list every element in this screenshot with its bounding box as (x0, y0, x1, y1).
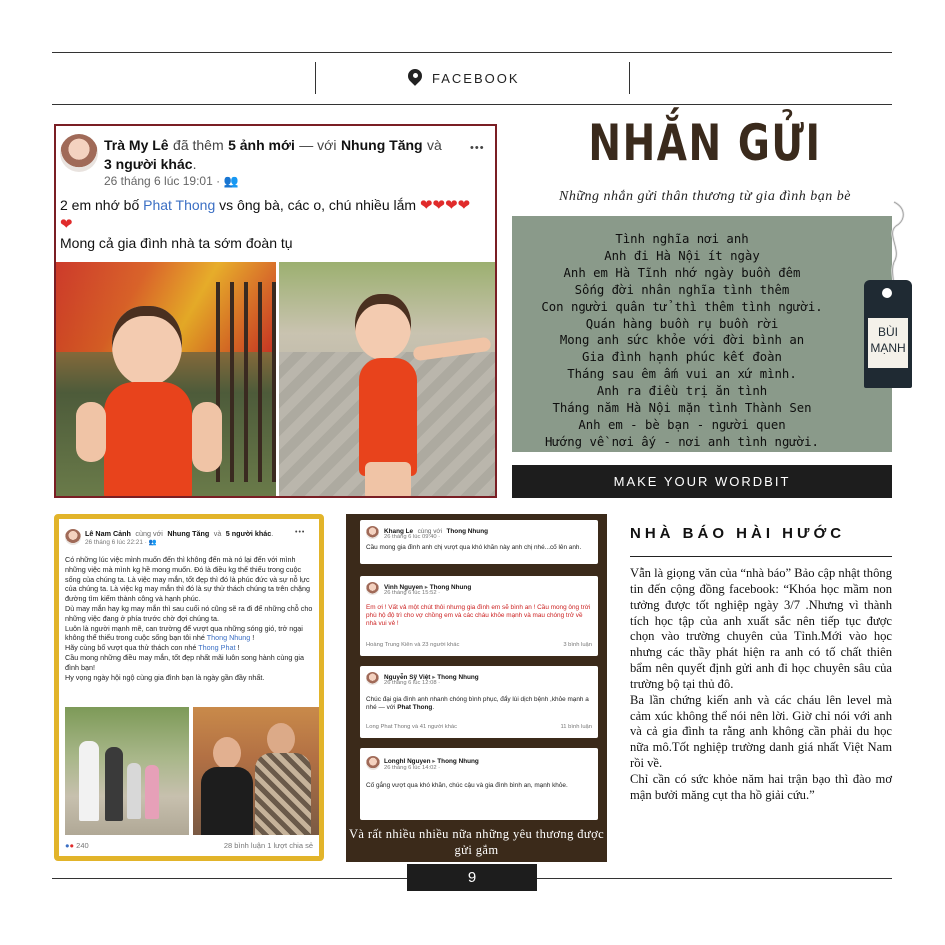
comment-likes[interactable]: Hoàng Trung Kiên và 23 người khác (366, 642, 460, 648)
humor-rule (630, 556, 892, 557)
post2-paragraph: Cầu mong những điều may mắn, tốt đẹp nhất mãi luôn song hành cùng gia đình bạn! (65, 652, 304, 672)
post2-period: . (271, 529, 274, 538)
comment-text-a: Chúc đại gia đình anh nhanh chóng bình phục, đẩy lùi dịch bệnh ,khỏe mạnh a nhé — với (366, 696, 589, 711)
comment-card (360, 666, 598, 738)
more-options-icon[interactable]: ••• (470, 142, 485, 154)
person-shape (127, 763, 141, 819)
comment-text (366, 696, 592, 712)
facebook-post-text (54, 514, 324, 861)
poem-line: Sống đời nhân nghĩa tình thêm (574, 282, 790, 297)
poem-line: Tháng sau êm ấm vui an xứ mình. (567, 367, 797, 382)
comment-author[interactable]: Longhl Nguyen (384, 758, 431, 765)
railing-shape (216, 282, 276, 482)
humor-title: NHÀ BÁO HÀI HƯỚC (630, 525, 846, 542)
person-shape (79, 741, 99, 821)
poem-line: Anh ra điều trị ăn tình (596, 384, 768, 399)
comment-footer (366, 642, 592, 648)
comment-time[interactable]: 26 tháng 6 lúc 12:08 · (384, 680, 441, 686)
child-body (359, 358, 417, 476)
post-with: — với (299, 137, 337, 153)
avatar (60, 134, 98, 172)
humor-paragraph: Ba lần chứng kiến anh và các cháu lên level mà cảm xúc không thể nói nên lời. Giờ chỉ nói với anh và cả gia đình ta rằng anh không cần phải du học nữa mô.Tốt nghiệp trường danh giá nhất Việt Nam rồi về. (630, 692, 892, 771)
post2-p3-text: Luôn là người mạnh mẽ, can trường để vượt qua những sóng gió, trở ngại không thể thiếu trong cuộc sống bạn tôi nhé (65, 623, 303, 643)
person-head (267, 723, 295, 755)
poem-line: Con người quân tử thì thêm tình người. (541, 299, 823, 314)
header-label: FACEBOOK (432, 70, 520, 86)
post-body (60, 196, 496, 253)
child-arm-left (76, 402, 106, 462)
comment-text: Cố gắng vượt qua khó khăn, chúc cậu và gia đình bình an, mạnh khỏe. (366, 782, 568, 789)
post-period: . (192, 156, 197, 172)
post-photo-1[interactable] (56, 262, 276, 498)
comment-arrow: ▸ (430, 758, 438, 765)
header-divider-left (315, 62, 316, 94)
post-text-b: vs ông bà, các o, chú nhiều lắm (215, 197, 420, 213)
like-icon: ● (65, 841, 70, 850)
comment-likes[interactable]: Long Phat Thong và 41 người khác (366, 724, 458, 730)
child-leg (365, 462, 411, 498)
comment-tagged[interactable]: Thong Nhung (429, 584, 472, 591)
header-bottom-rule (52, 104, 892, 105)
post-photo-2[interactable] (279, 262, 497, 498)
section-title: NHẮN GỬI (588, 114, 822, 172)
footer-rule (52, 878, 407, 879)
post2-p4-end: ! (235, 643, 240, 653)
friends-icon: 👥 (148, 539, 157, 546)
comment-tag-phat-thong[interactable]: Phat Thong (397, 704, 433, 711)
hearts-emoji: ❤❤❤❤ (419, 197, 471, 214)
post2-p3-end: ! (250, 633, 255, 643)
post2-paragraph: Hy vọng ngày hội ngộ cùng gia đình bạn là ngày gần đầy nhất. (65, 672, 265, 682)
post2-tagged[interactable]: Nhung Tăng (167, 529, 210, 538)
comment-with: cùng với (417, 528, 443, 535)
comments-caption: Và rất nhiều nhiều nữa những yêu thương được gửi gắm (348, 827, 605, 857)
reactions[interactable] (65, 841, 89, 850)
reactions-bar (65, 841, 313, 850)
poem-line: Mong anh sức khỏe với đời bình an (559, 333, 805, 348)
humor-text (630, 566, 892, 804)
post2-body (65, 555, 313, 682)
post-link-phat-thong[interactable]: Phat Thong (143, 197, 216, 213)
comment-tagged[interactable]: Thong Nhung (437, 758, 479, 765)
friends-icon: 👥 (223, 174, 239, 188)
avatar (366, 756, 380, 770)
comment-tagged[interactable]: Thong Nhung (446, 528, 489, 535)
reaction-count: 240 (76, 841, 89, 850)
love-icon: ● (69, 841, 75, 850)
post-others[interactable]: 3 người khác (104, 156, 193, 172)
name-tag-label (868, 318, 908, 368)
wordbit-banner: MAKE YOUR WORDBIT (512, 465, 892, 498)
tag-line-1: BÙI (877, 325, 898, 339)
person-shape (105, 747, 123, 821)
comment-time[interactable]: 26 tháng 6 lúc 09:40 · (384, 534, 441, 540)
comment-card (360, 748, 598, 820)
comment-time[interactable]: 26 tháng 6 lúc 14:02 · (384, 765, 441, 771)
post2-link-thong-nhung[interactable]: Thong Nhung (206, 633, 251, 643)
tag-line-2: MẠNH (870, 341, 906, 355)
section-subtitle: Những nhắn gửi thân thương từ gia đình bạn bè (559, 189, 851, 204)
comment-card (360, 576, 598, 656)
post-action: đã thêm (173, 137, 224, 153)
post-header (104, 136, 454, 174)
avatar (366, 672, 379, 685)
person-body (201, 767, 253, 835)
poem-line: Tình nghĩa nơi anh (615, 232, 749, 246)
post-time (104, 174, 238, 188)
comment-card (360, 520, 598, 564)
comment-count[interactable]: 11 bình luận (560, 724, 592, 730)
post-and: và (427, 137, 442, 153)
post-tagged[interactable]: Nhung Tăng (340, 137, 423, 153)
poem-line: Anh em - bè bạn - người quen (578, 417, 786, 432)
child-head (355, 294, 411, 360)
post-photo-count[interactable]: 5 ảnh mới (228, 137, 295, 153)
person-body (255, 753, 311, 835)
poem-line: Gia đình hạnh phúc kết đoàn (582, 350, 782, 365)
post2-photo-men[interactable] (193, 707, 321, 835)
facebook-post-photos (54, 124, 497, 498)
footer-rule (537, 878, 892, 879)
comment-author[interactable]: Khang Le (384, 528, 414, 535)
comment-tagged[interactable]: Thong Nhung (437, 674, 479, 681)
post-text-line2: Mong cả gia đình nhà ta sớm đoàn tụ (60, 235, 293, 251)
post2-paragraph (65, 624, 313, 644)
post2-with: cùng với (135, 529, 163, 538)
comment-time[interactable]: 26 tháng 6 lúc 15:52 · (384, 590, 441, 596)
post2-paragraph: Có những lúc việc mình muốn đến thì không đến mà nó lại đến với mình những việc mà mình kg hề mong muốn. Đó là điều kg thể thiếu trong cuộc sống của chúng ta. Là việc may mắn, tốt đẹp thì đó là phúc đức và sự nỗ lực của chúng ta. Là việc kg may mắn thì đó là sự thử thách chúng ta trên chặng đường tìm kiếm thành công và hạnh phúc. (65, 555, 310, 604)
comment-text: Em ơi ! Vất vả một chút thôi nhưng gia đình em sẽ bình an ! Cầu mong ông trời phù hộ độ trì cho vợ chồng em và các cháu khỏe mạnh và mau chóng trở về nhà vui vẻ ! (366, 604, 591, 627)
more-options-icon[interactable]: ••• (295, 529, 306, 536)
post-author[interactable]: Trà My Lê (104, 137, 169, 153)
tag-hole (882, 288, 892, 298)
poem (512, 231, 852, 451)
post2-author[interactable]: Lê Nam Cảnh (85, 529, 131, 538)
humor-paragraph: Chỉ cần có sức khỏe năm hai trận bạo thì đào mơ mận bưởi măng cụt tha hồ giải cứu.” (630, 771, 892, 802)
location-pin-icon (408, 69, 422, 87)
comment-text-c: . (432, 704, 435, 711)
post2-p4-text: Hãy cùng bố vượt qua thử thách con nhé (65, 643, 199, 653)
top-rule (52, 52, 892, 53)
poem-line: Tháng năm Hà Nội mặn tình Thành Sen (552, 401, 812, 416)
child-body (104, 382, 192, 498)
post2-link-thong-phat[interactable]: Thong Phat (198, 643, 236, 653)
comment-author[interactable]: Vinh Nguyen (384, 584, 423, 591)
poem-line: Hướng về nơi ấy - nơi anh tình người. (545, 434, 819, 449)
post2-time (85, 538, 157, 546)
avatar (366, 526, 379, 539)
post-timestamp[interactable]: 26 tháng 6 lúc 19:01 · (104, 174, 221, 188)
humor-paragraph: Vẫn là giọng văn của “nhà báo” Bảo cập nhật thông tin đến cộng đồng facebook: “Khóa học mầm non tưởng được tốt nghiệp ngày 3/7 .Nhưng vì thành tích học tập của anh xuất sắc nên tiếp tục được chọn vào trường chuyên của Tỉnh.Mới vào học nhưng các thầy phát hiện ra anh có tố chất thiên bẩm nên quyết định gửi anh đi học chuyên sâu của trường bộ tại thủ đô. (630, 566, 892, 691)
comment-count[interactable]: 3 bình luận (563, 642, 592, 648)
comment-text: Cầu mong gia đình anh chị vượt qua khó khăn này anh chị nhé...cố lên anh. (366, 544, 582, 551)
post2-photo-group[interactable] (65, 707, 189, 835)
post2-and: và (213, 529, 222, 538)
header (408, 66, 548, 90)
poem-line: Quán hàng buồn rụ buồn rời (585, 316, 779, 331)
post2-timestamp[interactable]: 26 tháng 6 lúc 22:21 · (85, 539, 149, 546)
person-shape (145, 765, 159, 819)
heart-emoji: ❤ (60, 216, 73, 233)
avatar (366, 582, 379, 595)
header-divider-right (629, 62, 630, 94)
poem-line: Anh đi Hà Nội ít ngày (604, 248, 760, 263)
comment-share-count[interactable]: 28 bình luận 1 lượt chia sẻ (223, 841, 313, 850)
post2-others[interactable]: 5 người khác (225, 529, 272, 538)
comment-author[interactable]: Nguyễn Sỹ Việt (384, 674, 431, 681)
child-arm-right (192, 402, 222, 472)
child-head (112, 306, 182, 386)
page-number: 9 (407, 864, 537, 891)
avatar (65, 529, 81, 545)
post-text-a: 2 em nhớ bố (60, 197, 144, 213)
post2-paragraph (65, 643, 313, 653)
post2-paragraph: Dù may mắn hay kg may mắn thì sau cuối nó cũng sẽ ra đi để những chỗ cho những việc đang ở phía trước chờ đợi chúng ta. (65, 603, 313, 623)
comment-arrow: ▸ (422, 584, 430, 591)
person-head (213, 737, 241, 769)
poem-line: Anh em Hà Tĩnh nhớ ngày buồn đêm (563, 265, 801, 280)
comment-arrow: ▸ (430, 674, 438, 681)
comment-footer (366, 724, 592, 730)
